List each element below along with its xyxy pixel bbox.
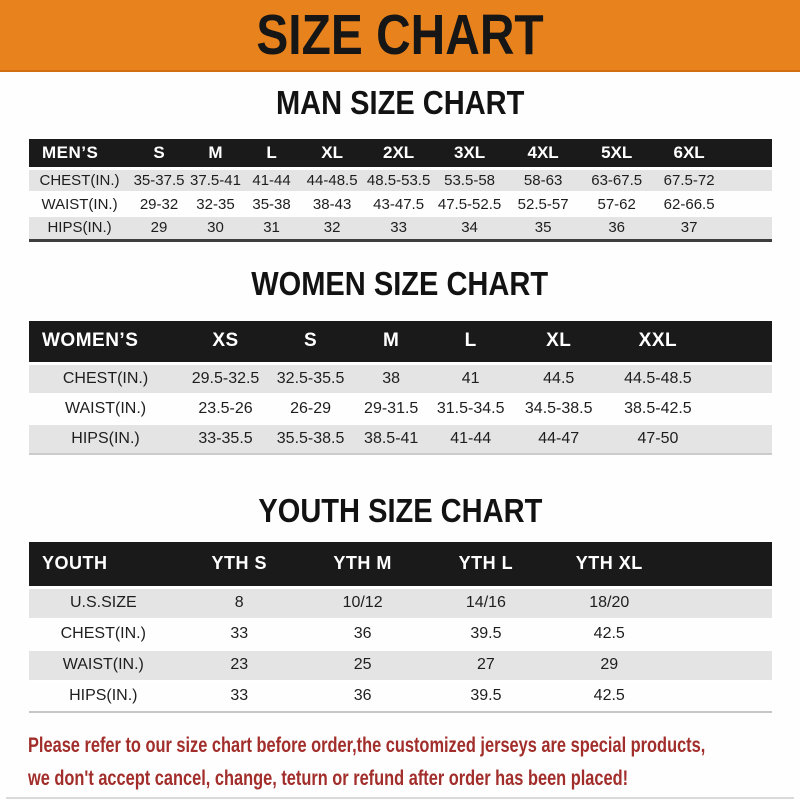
- women-section-title: [0, 266, 800, 302]
- table-cell: 41-44: [430, 424, 511, 454]
- disclaimer-line-2: we don't accept cancel, change, teturn or refund after order has been placed!: [28, 766, 629, 790]
- men-corner-label: MEN’S: [42, 142, 99, 162]
- table-cell: 38-43: [300, 192, 364, 216]
- women-waist-row: [29, 394, 772, 424]
- youth-column-header: YTH L: [458, 553, 514, 574]
- table-cell: 10/12: [301, 588, 424, 619]
- men-column-header: 5XL: [601, 142, 633, 162]
- row-label: CHEST(IN.): [29, 168, 130, 192]
- table-cell: 29-31.5: [352, 394, 430, 424]
- women-column-header: M: [383, 330, 400, 352]
- youth-table-header-row: [29, 542, 772, 588]
- youth-hips-row: [29, 681, 772, 712]
- table-cell-filler: [671, 619, 772, 650]
- table-cell: 39.5: [424, 681, 547, 712]
- table-cell: 35-38: [243, 192, 300, 216]
- men-table-header-row: [29, 139, 772, 168]
- table-cell: 26-29: [269, 394, 352, 424]
- table-cell: 35-37.5: [130, 168, 188, 192]
- table-cell: 29.5-32.5: [182, 364, 269, 394]
- men-size-table: [29, 139, 772, 242]
- table-cell: 35: [506, 216, 580, 240]
- men-column-header: 6XL: [673, 142, 705, 162]
- table-cell: 29: [548, 650, 671, 681]
- table-cell: 33: [178, 681, 301, 712]
- table-cell: 41: [430, 364, 511, 394]
- bottom-edge-line: [6, 797, 794, 799]
- table-cell: 33-35.5: [182, 424, 269, 454]
- youth-corner-label: YOUTH: [42, 553, 108, 574]
- table-cell: 23.5-26: [182, 394, 269, 424]
- table-cell: 38.5-42.5: [606, 394, 709, 424]
- youth-column-header: YTH XL: [575, 553, 643, 574]
- men-column-header: M: [208, 142, 223, 162]
- table-cell: 42.5: [548, 619, 671, 650]
- table-cell: 58-63: [506, 168, 580, 192]
- youth-chest-row: [29, 619, 772, 650]
- table-cell: 48.5-53.5: [364, 168, 433, 192]
- table-cell: 63-67.5: [580, 168, 653, 192]
- row-label: HIPS(IN.): [29, 216, 130, 240]
- women-column-header: XXL: [638, 330, 678, 352]
- row-label: WAIST(IN.): [29, 650, 178, 681]
- men-column-header: XL: [321, 142, 343, 162]
- table-cell: 44.5-48.5: [606, 364, 709, 394]
- men-column-header: 2XL: [383, 142, 415, 162]
- table-cell: 23: [178, 650, 301, 681]
- table-cell-filler: [671, 681, 772, 712]
- men-column-header: 3XL: [453, 142, 486, 162]
- men-column-header: 4XL: [527, 142, 559, 162]
- youth-section-title: [0, 493, 800, 529]
- table-cell: 43-47.5: [364, 192, 433, 216]
- table-cell: 25: [301, 650, 424, 681]
- table-cell: 47.5-52.5: [433, 192, 506, 216]
- table-cell: 67.5-72: [653, 168, 725, 192]
- table-cell-filler: [725, 168, 772, 192]
- men-column-header: L: [266, 142, 277, 162]
- table-cell: 44-48.5: [300, 168, 364, 192]
- men-hips-row: [29, 216, 772, 240]
- youth-header-filler: [671, 542, 772, 588]
- table-cell-filler: [725, 192, 772, 216]
- row-label: CHEST(IN.): [29, 619, 178, 650]
- table-cell: 34.5-38.5: [511, 394, 606, 424]
- table-cell: 33: [364, 216, 433, 240]
- women-hips-row: [29, 424, 772, 454]
- table-cell: 29-32: [130, 192, 188, 216]
- table-cell: 33: [178, 619, 301, 650]
- table-cell: 14/16: [424, 588, 547, 619]
- man-section-title-text: MAN SIZE CHART: [275, 84, 525, 121]
- youth-size-table: [29, 542, 772, 713]
- table-cell: 36: [301, 619, 424, 650]
- youth-column-header: YTH S: [211, 553, 268, 574]
- table-cell: 36: [580, 216, 653, 240]
- table-cell: 42.5: [548, 681, 671, 712]
- table-cell: 39.5: [424, 619, 547, 650]
- table-cell: 31: [243, 216, 300, 240]
- table-cell-filler: [725, 216, 772, 240]
- row-label: WAIST(IN.): [29, 394, 182, 424]
- table-cell: 53.5-58: [433, 168, 506, 192]
- table-cell: 35.5-38.5: [269, 424, 352, 454]
- table-cell: 44-47: [511, 424, 606, 454]
- disclaimer-note: [28, 729, 800, 795]
- men-header-filler: [725, 139, 772, 168]
- table-cell-filler: [671, 588, 772, 619]
- women-size-table: [29, 321, 772, 455]
- table-cell-filler: [710, 364, 772, 394]
- size-chart-banner: [0, 0, 800, 72]
- women-column-header: S: [303, 330, 318, 352]
- table-cell-filler: [671, 650, 772, 681]
- table-cell: 41-44: [243, 168, 300, 192]
- banner-title: SIZE CHART: [256, 2, 544, 67]
- women-header-filler: [710, 321, 772, 364]
- women-corner-label: WOMEN’S: [42, 330, 139, 352]
- row-label: WAIST(IN.): [29, 192, 130, 216]
- table-cell: 27: [424, 650, 547, 681]
- women-column-header: XS: [212, 330, 239, 352]
- disclaimer-line-1: Please refer to our size chart before order,the customized jerseys are special products,: [28, 733, 706, 757]
- youth-section-title-text: YOUTH SIZE CHART: [258, 491, 542, 529]
- women-column-header: XL: [546, 330, 572, 352]
- table-cell: 29: [130, 216, 188, 240]
- table-cell: 34: [433, 216, 506, 240]
- table-cell: 32-35: [188, 192, 243, 216]
- table-cell: 31.5-34.5: [430, 394, 511, 424]
- youth-ussize-row: [29, 588, 772, 619]
- table-cell: 47-50: [606, 424, 709, 454]
- men-chest-row: [29, 168, 772, 192]
- table-cell: 36: [301, 681, 424, 712]
- women-chest-row: [29, 364, 772, 394]
- women-section-title-text: WOMEN SIZE CHART: [251, 264, 549, 302]
- men-column-header: S: [153, 142, 165, 162]
- row-label: HIPS(IN.): [29, 424, 182, 454]
- youth-waist-row: [29, 650, 772, 681]
- table-cell: 38.5-41: [352, 424, 430, 454]
- row-label: U.S.SIZE: [29, 588, 178, 619]
- women-column-header: L: [464, 330, 477, 352]
- table-cell: 8: [178, 588, 301, 619]
- table-cell: 18/20: [548, 588, 671, 619]
- table-cell-filler: [710, 424, 772, 454]
- table-cell: 32.5-35.5: [269, 364, 352, 394]
- table-cell: 57-62: [580, 192, 653, 216]
- table-cell-filler: [710, 394, 772, 424]
- table-cell: 37.5-41: [188, 168, 243, 192]
- row-label: CHEST(IN.): [29, 364, 182, 394]
- youth-column-header: YTH M: [333, 553, 392, 574]
- row-label: HIPS(IN.): [29, 681, 178, 712]
- man-section-title: [0, 85, 800, 121]
- table-cell: 62-66.5: [653, 192, 725, 216]
- table-cell: 30: [188, 216, 243, 240]
- table-cell: 32: [300, 216, 364, 240]
- men-waist-row: [29, 192, 772, 216]
- table-cell: 37: [653, 216, 725, 240]
- women-table-header-row: [29, 321, 772, 364]
- table-cell: 38: [352, 364, 430, 394]
- table-cell: 44.5: [511, 364, 606, 394]
- table-cell: 52.5-57: [506, 192, 580, 216]
